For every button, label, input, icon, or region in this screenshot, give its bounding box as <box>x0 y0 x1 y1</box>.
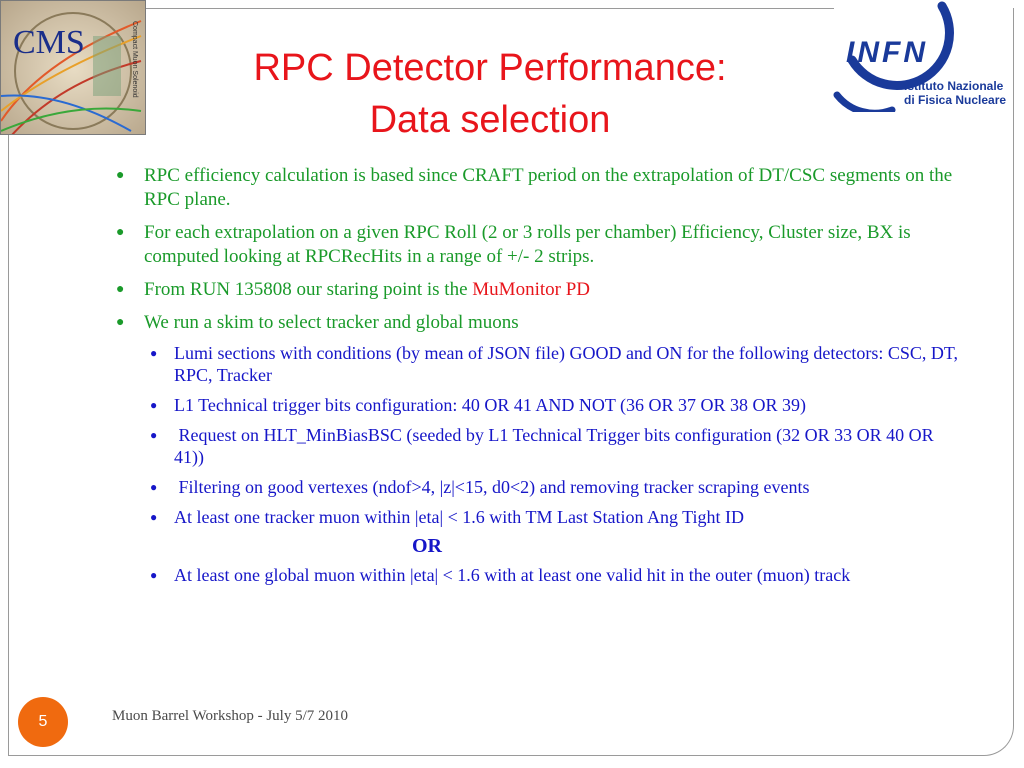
sub-bullet-text: At least one global muon within |eta| < 1.6 with at least one valid hit in the outer (muon) track <box>174 565 851 585</box>
sub-list-item <box>116 506 966 528</box>
sub-list-item <box>116 342 966 386</box>
sub-bullet-text: Request on HLT_MinBiasBSC (seeded by L1 Technical Trigger bits configuration (32 OR 33 OR 40 OR 41)) <box>174 425 939 467</box>
infn-line2: di Fisica Nucleare <box>904 93 1007 107</box>
title-line-1: RPC Detector Performance: <box>253 47 727 89</box>
bullet-icon: ● <box>150 398 158 412</box>
infn-logo-text: INFN <box>846 36 928 69</box>
bullet-list <box>116 164 966 335</box>
bullet-icon: ● <box>116 225 125 240</box>
sub-bullet-text: Lumi sections with conditions (by mean of JSON file) GOOD and ON for the following detectors: CSC, DT, RPC, Tracker <box>174 343 959 385</box>
sub-bullet-text: Filtering on good vertexes (ndof>4, |z|<15, d0<2) and removing tracker scraping events <box>174 477 810 497</box>
or-label: OR <box>412 535 442 557</box>
bullet-text: RPC efficiency calculation is based since CRAFT period on the extrapolation of DT/CSC segments on the RPC plane. <box>144 165 953 210</box>
list-item <box>116 278 966 302</box>
footer-text: Muon Barrel Workshop - July 5/7 2010 <box>112 708 349 724</box>
top-divider <box>140 8 834 9</box>
slide-title <box>160 42 820 146</box>
title-line-2: Data selection <box>369 99 611 141</box>
bullet-icon: ● <box>150 428 158 442</box>
slide-content <box>116 164 966 594</box>
list-item <box>116 164 966 212</box>
bullet-icon: ● <box>150 568 158 582</box>
infn-logo <box>832 0 1024 112</box>
cms-logo-text: CMS <box>13 24 85 61</box>
bullet-icon: ● <box>116 168 125 183</box>
cms-logo-subtext: Compact Muon Solenoid <box>131 21 138 98</box>
bullet-text: We run a skim to select tracker and global muons <box>144 312 519 333</box>
slide-number-badge: 5 <box>18 697 68 747</box>
list-item <box>116 221 966 269</box>
bullet-icon: ● <box>150 510 158 524</box>
sub-bullet-text: At least one tracker muon within |eta| < 1.6 with TM Last Station Ang Tight ID <box>174 507 744 527</box>
list-item <box>116 311 966 335</box>
mumonitor-pd-highlight: MuMonitor PD <box>472 279 590 300</box>
infn-line1: Istituto Nazionale <box>904 79 1004 93</box>
bullet-icon: ● <box>116 315 125 330</box>
sub-list-item <box>116 476 966 498</box>
bullet-icon: ● <box>150 346 158 360</box>
bullet-text: From RUN 135808 our staring point is the <box>144 279 473 300</box>
sub-list-item <box>116 424 966 468</box>
bullet-icon: ● <box>150 480 158 494</box>
sub-bullet-text: L1 Technical trigger bits configuration: 40 OR 41 AND NOT (36 OR 37 OR 38 OR 39) <box>174 395 807 415</box>
sub-list-item <box>116 394 966 416</box>
sub-bullet-list <box>116 342 966 586</box>
bullet-icon: ● <box>116 282 125 297</box>
sub-list-item <box>116 564 966 586</box>
cms-logo <box>0 0 146 135</box>
bullet-text: For each extrapolation on a given RPC Roll (2 or 3 rolls per chamber) Efficiency, Cluster size, BX is computed looking at RPCRecHits in a range of +/- 2 strips. <box>144 222 911 267</box>
